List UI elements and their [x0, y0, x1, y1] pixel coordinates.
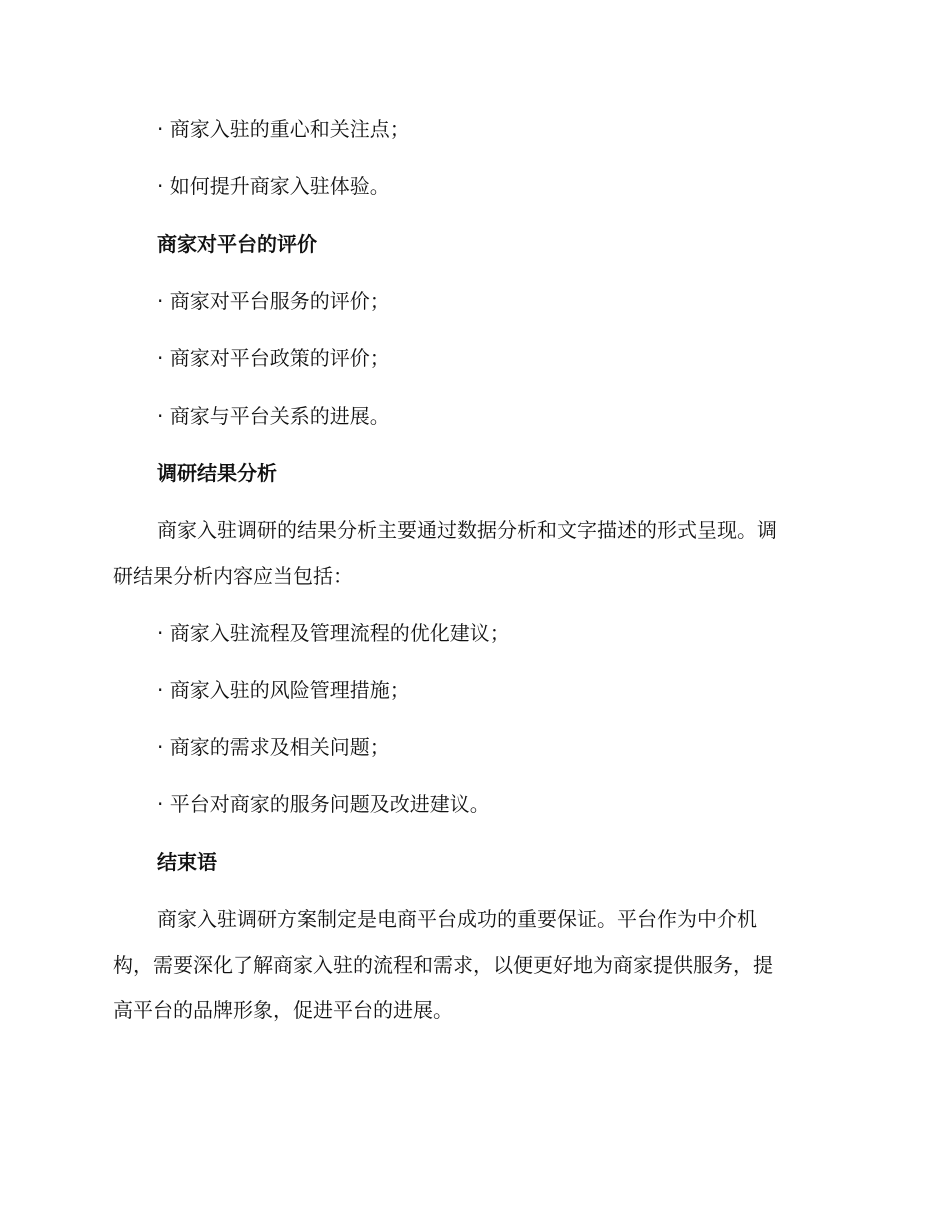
section-heading: 商家对平台的评价: [157, 232, 317, 256]
list-item: · 商家与平台关系的进展。: [157, 404, 390, 428]
list-item: · 商家入驻流程及管理流程的优化建议；: [157, 621, 510, 645]
paragraph-line: 研结果分析内容应当包括：: [113, 564, 353, 588]
list-item: · 如何提升商家入驻体验。: [157, 174, 390, 198]
list-item: · 平台对商家的服务问题及改进建议。: [157, 792, 490, 816]
list-item: · 商家入驻的风险管理措施；: [157, 678, 410, 702]
list-item: · 商家的需求及相关问题；: [157, 735, 390, 759]
list-item: · 商家对平台政策的评价；: [157, 346, 390, 370]
paragraph-line: 商家入驻调研方案制定是电商平台成功的重要保证。平台作为中介机: [157, 907, 757, 931]
section-heading: 调研结果分析: [157, 461, 277, 485]
paragraph-line: 高平台的品牌形象，促进平台的进展。: [113, 998, 453, 1022]
paragraph-line: 商家入驻调研的结果分析主要通过数据分析和文字描述的形式呈现。调: [157, 518, 777, 542]
paragraph-line: 构，需要深化了解商家入驻的流程和需求，以便更好地为商家提供服务，提: [113, 953, 773, 977]
section-heading: 结束语: [157, 850, 217, 874]
list-item: · 商家对平台服务的评价；: [157, 289, 390, 313]
list-item: · 商家入驻的重心和关注点；: [157, 117, 410, 141]
